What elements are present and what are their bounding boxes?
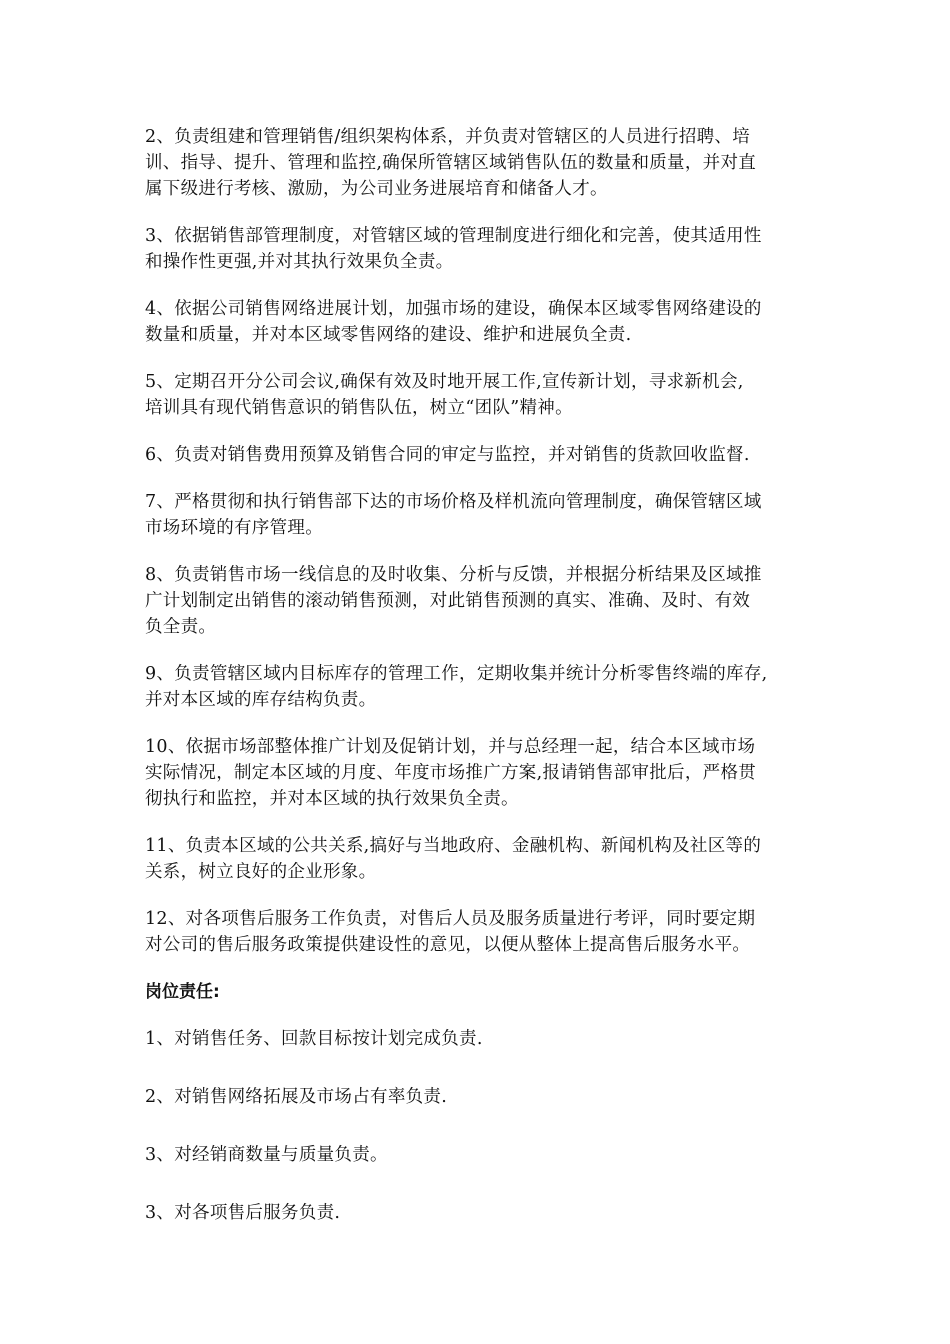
responsibility-item: 3、对各项售后服务负责. [145, 1203, 341, 1223]
responsibility-item: 2、对销售网络拓展及市场占有率负责. [145, 1087, 448, 1107]
duty-paragraph: 6、负责对销售费用预算及销售合同的审定与监控，并对销售的货款回收监督. [145, 445, 750, 465]
duty-paragraph: 3、依据销售部管理制度，对管辖区域的管理制度进行细化和完善，使其适用性 和操作性更强,并对其执行效果负全责。 [145, 226, 762, 272]
responsibility-item: 1、对销售任务、回款目标按计划完成负责. [145, 1029, 483, 1049]
duty-paragraph: 12、对各项售后服务工作负责，对售后人员及服务质量进行考评，同时要定期 对公司的售后服务政策提供建设性的意见，以便从整体上提高售后服务水平。 [145, 909, 756, 955]
duty-paragraph: 8、负责销售市场一线信息的及时收集、分析与反馈，并根据分析结果及区域推 广计划制定出销售的滚动销售预测，对此销售预测的真实、准确、及时、有效 负全责。 [145, 565, 762, 637]
document-page [145, 124, 815, 1258]
duty-paragraph: 2、负责组建和管理销售/组织架构体系，并负责对管辖区的人员进行招聘、培 训、指导、提升、管理和监控,确保所管辖区域销售队伍的数量和质量，并对直 属下级进行考核、激励，为公司业务进展培育和储备人才。 [145, 127, 757, 199]
duty-paragraph: 9、负责管辖区域内目标库存的管理工作，定期收集并统计分析零售终端的库存, 并对本区域的库存结构负责。 [145, 664, 768, 710]
duty-paragraph: 10、依据市场部整体推广计划及促销计划，并与总经理一起，结合本区域市场 实际情况，制定本区域的月度、年度市场推广方案,报请销售部审批后，严格贯 彻执行和监控，并对本区域的执行效果负全责。 [145, 737, 757, 809]
duty-paragraph: 7、严格贯彻和执行销售部下达的市场价格及样机流向管理制度，确保管辖区域 市场环境的有序管理。 [145, 492, 762, 538]
duty-paragraph: 5、定期召开分公司会议,确保有效及时地开展工作,宣传新计划，寻求新机会, 培训具有现代销售意识的销售队伍，树立“团队”精神。 [145, 372, 744, 418]
responsibility-item: 3、对经销商数量与质量负责。 [145, 1145, 388, 1165]
section-heading: 岗位责任: [145, 982, 220, 1002]
duty-paragraph: 11、负责本区域的公共关系,搞好与当地政府、金融机构、新闻机构及社区等的 关系，树立良好的企业形象。 [145, 836, 762, 882]
duty-paragraph: 4、依据公司销售网络进展计划，加强市场的建设，确保本区域零售网络建设的 数量和质量，并对本区域零售网络的建设、维护和进展负全责. [145, 299, 762, 345]
